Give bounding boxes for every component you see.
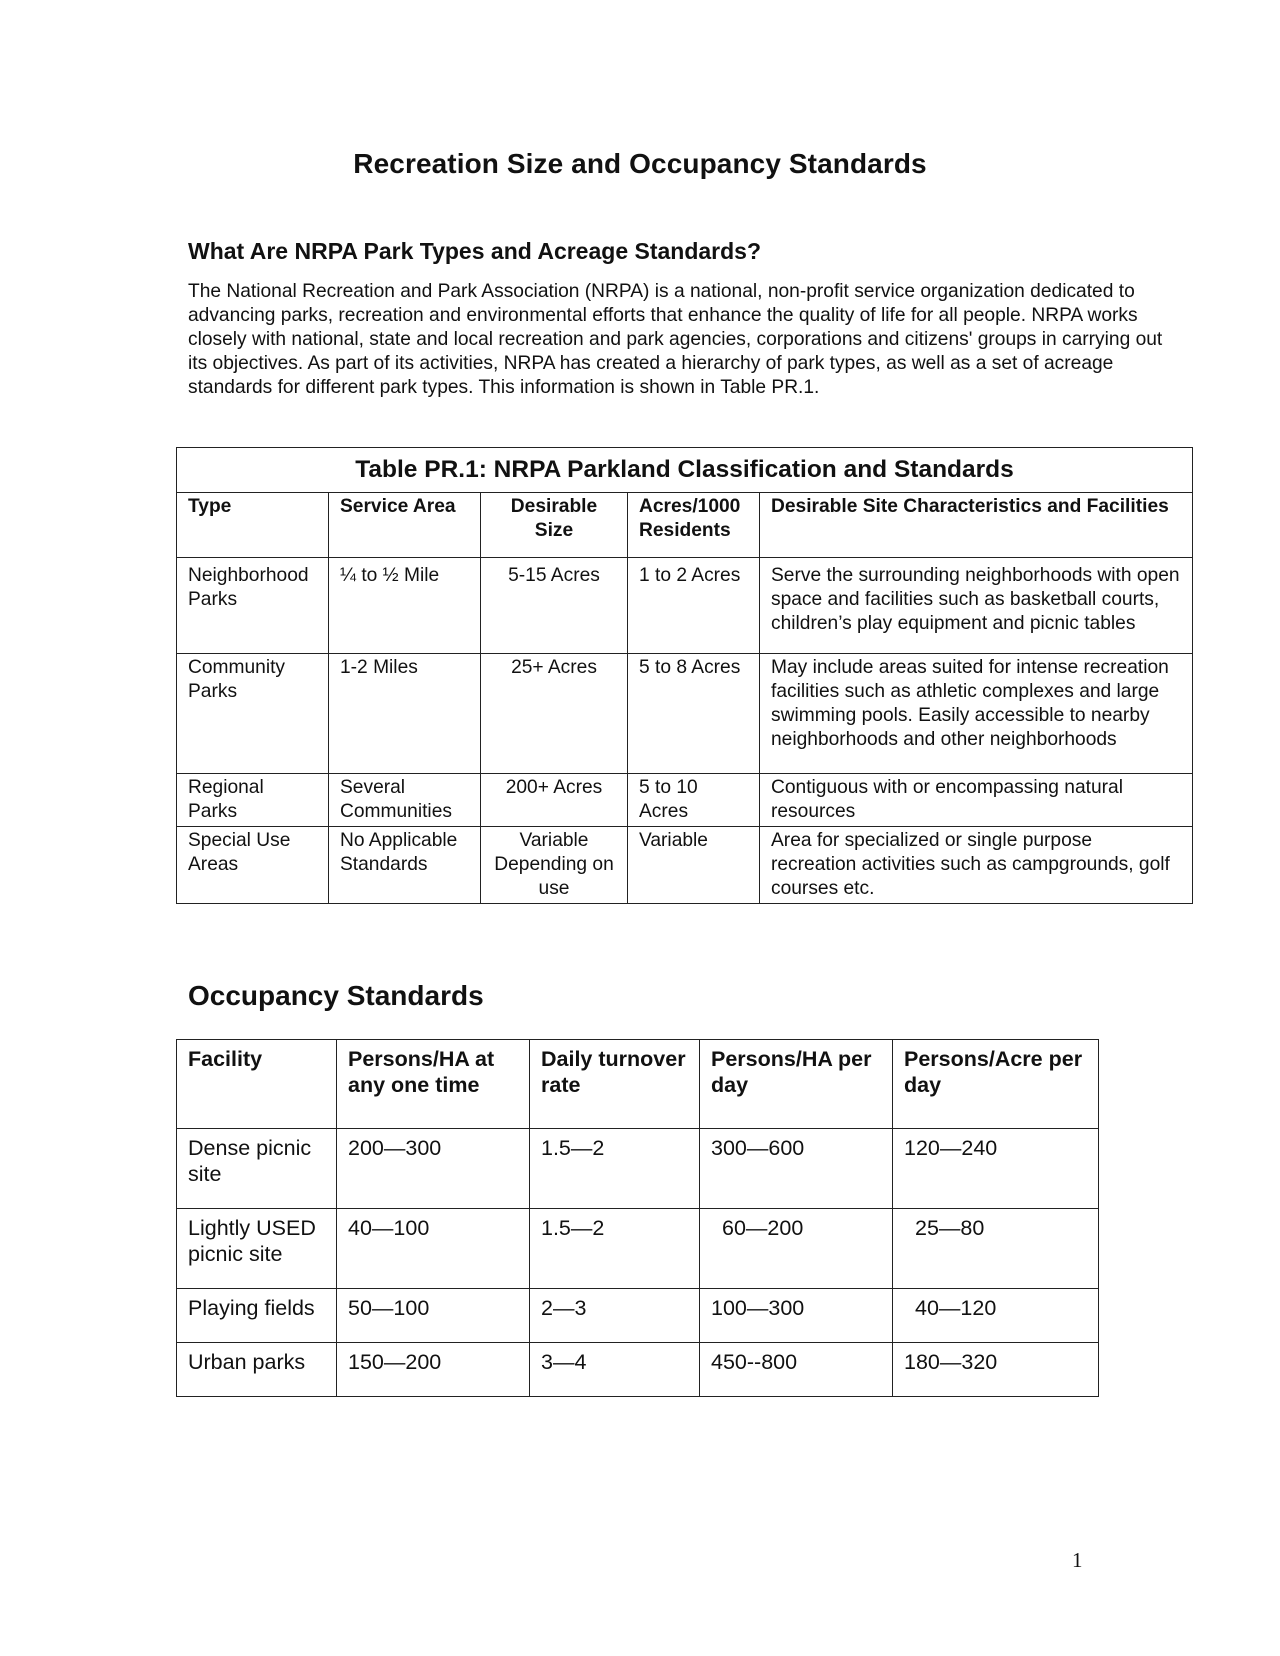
table-cell: May include areas suited for intense recreation facilities such as athletic complexes and large swimming pools. Easily accessible to nearby neighborhoods and other neighborhoods xyxy=(760,654,1193,774)
column-header: Service Area xyxy=(329,493,481,558)
table-cell: 40—100 xyxy=(337,1209,530,1289)
table-caption-row xyxy=(177,448,1193,493)
table-cell: 1 to 2 Acres xyxy=(628,558,760,654)
table-cell: Neighborhood Parks xyxy=(177,558,329,654)
table-row xyxy=(177,1209,1099,1289)
table-cell: Contiguous with or encompassing natural resources xyxy=(760,774,1193,827)
table-cell: Community Parks xyxy=(177,654,329,774)
table-caption: Table PR.1: NRPA Parkland Classification and Standards xyxy=(177,448,1193,493)
table-cell: ¼ to ½ Mile xyxy=(329,558,481,654)
table-cell: 450--800 xyxy=(700,1343,893,1397)
column-header: Acres/1000 Residents xyxy=(628,493,760,558)
table-row xyxy=(177,774,1193,827)
table-cell: 25+ Acres xyxy=(481,654,628,774)
table-cell: 40—120 xyxy=(893,1289,1099,1343)
table-cell: Area for specialized or single purpose recreation activities such as campgrounds, golf courses etc. xyxy=(760,827,1193,904)
column-header: Type xyxy=(177,493,329,558)
parkland-classification-table xyxy=(176,447,1193,904)
table-header-row xyxy=(177,493,1193,558)
table-cell: 180—320 xyxy=(893,1343,1099,1397)
table-cell: Serve the surrounding neighborhoods with open space and facilities such as basketball courts, children’s play equipment and picnic tables xyxy=(760,558,1193,654)
page-title: Recreation Size and Occupancy Standards xyxy=(353,148,927,179)
table-header-row xyxy=(177,1040,1099,1129)
page-number: 1 xyxy=(1072,1548,1083,1572)
column-header: Persons/HA at any one time xyxy=(337,1040,530,1129)
column-header: Daily turnover rate xyxy=(530,1040,700,1129)
table-cell: 100—300 xyxy=(700,1289,893,1343)
column-header: Facility xyxy=(177,1040,337,1129)
table-cell: 25—80 xyxy=(893,1209,1099,1289)
table-cell: No Applicable Standards xyxy=(329,827,481,904)
table-cell: 300—600 xyxy=(700,1129,893,1209)
table-row xyxy=(177,827,1193,904)
intro-paragraph: The National Recreation and Park Association (NRPA) is a national, non-profit service organization dedicated to advancing parks, recreation and environmental efforts that enhance the quality of life for all people. NRPA works closely with national, state and local recreation and park agencies, corporations and citizens' groups in carrying out its objectives. As part of its activities, NRPA has created a hierarchy of park types, as well as a set of acreage standards for different park types. This information is shown in Table PR.1. xyxy=(188,281,1163,398)
table-row xyxy=(177,654,1193,774)
table-cell: 5-15 Acres xyxy=(481,558,628,654)
table-cell: 1.5—2 xyxy=(530,1129,700,1209)
column-header: Persons/Acre per day xyxy=(893,1040,1099,1129)
table-cell: 50—100 xyxy=(337,1289,530,1343)
table-row xyxy=(177,558,1193,654)
table-cell: Variable xyxy=(628,827,760,904)
table-row xyxy=(177,1289,1099,1343)
section-heading-park-types: What Are NRPA Park Types and Acreage Standards? xyxy=(188,238,762,264)
table-cell: 200+ Acres xyxy=(481,774,628,827)
table-cell: 150—200 xyxy=(337,1343,530,1397)
table-cell: 120—240 xyxy=(893,1129,1099,1209)
table-cell: Several Communities xyxy=(329,774,481,827)
column-header: Desirable Size xyxy=(481,493,628,558)
table-cell: Special Use Areas xyxy=(177,827,329,904)
table-cell: Variable Depending on use xyxy=(481,827,628,904)
table-cell: 1-2 Miles xyxy=(329,654,481,774)
section-heading-occupancy: Occupancy Standards xyxy=(188,980,484,1011)
table-cell: 5 to 10 Acres xyxy=(628,774,760,827)
table-cell: Urban parks xyxy=(177,1343,337,1397)
table-cell: Regional Parks xyxy=(177,774,329,827)
table-cell: Dense picnic site xyxy=(177,1129,337,1209)
table-row xyxy=(177,1129,1099,1209)
table-cell: 3—4 xyxy=(530,1343,700,1397)
occupancy-standards-table xyxy=(176,1039,1099,1397)
table-cell: Lightly USED picnic site xyxy=(177,1209,337,1289)
column-header: Persons/HA per day xyxy=(700,1040,893,1129)
table-cell: 60—200 xyxy=(700,1209,893,1289)
table-cell: 200—300 xyxy=(337,1129,530,1209)
table-cell: Playing fields xyxy=(177,1289,337,1343)
table-cell: 5 to 8 Acres xyxy=(628,654,760,774)
table-cell: 2—3 xyxy=(530,1289,700,1343)
table-cell: 1.5—2 xyxy=(530,1209,700,1289)
column-header: Desirable Site Characteristics and Facilities xyxy=(760,493,1193,558)
table-row xyxy=(177,1343,1099,1397)
